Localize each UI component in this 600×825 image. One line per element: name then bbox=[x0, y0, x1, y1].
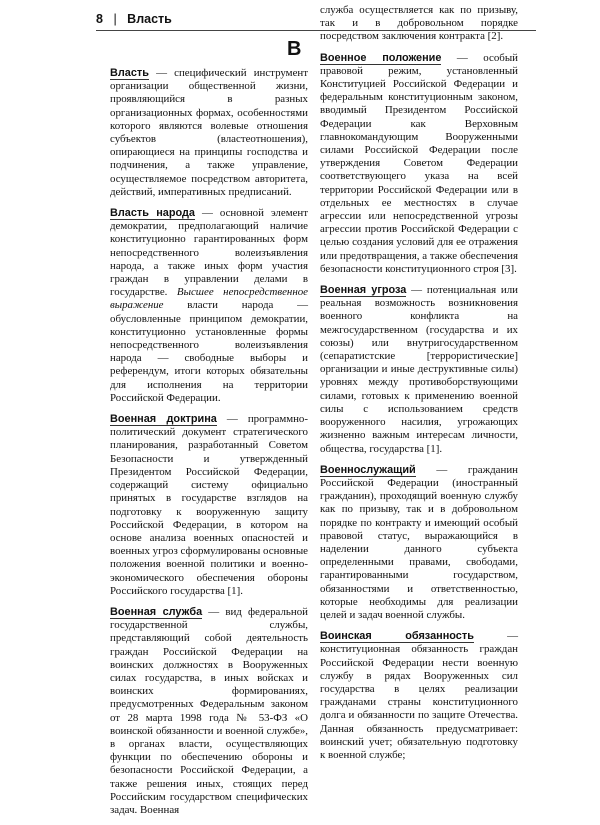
header-separator: | bbox=[113, 12, 117, 26]
entry-definition: — программно-политический документ стратегического планирования, разработанный Советом Безопасности и утвержденный Президентом Российской Федерации, содержащий систему официально принятых в государстве взглядов на подготовку к вооруженную защиту Российской Федерации, в котором на основе анализа военных опасностей и военных угроз сформулированы основные положения военной политики и военно-экономического обеспечения обороны Российского государства [1]. bbox=[110, 413, 309, 597]
entry-definition: — специфический инструмент организации общественной жизни, проявляющийся в разных организационных формах, особенностями которого являются волевые отношения субъектов (властеотношения), опирающиеся на принципы господства и подчинения, а также управление, осуществляемое посредством авторитета, действий, императивных предписаний. bbox=[110, 67, 308, 198]
entry-voennaya-ugroza bbox=[320, 284, 518, 456]
entry-italic-phrase: Высшее непосредственное выражение bbox=[110, 286, 308, 312]
entry-voinskaya-obyazannost bbox=[320, 630, 518, 762]
entry-vlast-naroda bbox=[110, 207, 308, 405]
entry-voennaya-sluzhba bbox=[110, 606, 308, 817]
running-head bbox=[96, 12, 172, 26]
entry-continuation: служба осуществляется как по призыву, так и в добровольном порядке посредством заключения контракта [2]. bbox=[320, 4, 518, 43]
entry-definition-cont: власти народа — обусловленные принципом демократии, конституционно установленные формы непосредственного волеизъявления народа — свободные выборы и референдум, итоги которых обязательны для исполнения на территории Российской Федерации. bbox=[110, 299, 308, 404]
entry-definition: — конституционная обязанность граждан Российской Федерации нести военную службу в рядах Вооруженных сил государства в целях реализации гражданами страны конституционного долга и обязанности по защите Отечества. Данная обязанность предусматривает: воинский учет; обязательную подготовку к военной службе; bbox=[320, 630, 518, 761]
right-column bbox=[320, 4, 518, 770]
entry-term: Военная доктрина bbox=[110, 413, 217, 426]
entry-definition: — особый правовой режим, установленный Конституцией Российской Федерации и федеральным конституционным законом, вводимый Президентом Российской Федерации как Верховным главнокомандующим Вооруженными силами Российской Федерации после утверждения Советом Федерации соответствующего указа на всей территории Российской Федерации или в отдельных ее местностях в случае агрессии или непосредственной угрозы агрессии против Российской Федерации с целью создания условий для ее отражения или предотвращения, а также обеспечения безопасности конституционного строя [3]. bbox=[320, 51, 518, 275]
entry-definition: — потенциальная или реальная возможность возникновения военного конфликта на межгосударственном (государства и их союзы) или внутригосударственном (сепаратистские [террористические] организации и иные деструктивные силы) уровнях между противоборствующими силами, готовых к применению военной силы с использованием средств вооруженного насилия, угрожающих жизненно важным интересам личности, общества, государства [1]. bbox=[320, 284, 519, 455]
entry-voennoe-polozhenie bbox=[320, 52, 518, 276]
entry-vlast bbox=[110, 67, 308, 199]
running-title: Власть bbox=[127, 12, 172, 26]
entry-term: Военнослужащий bbox=[320, 463, 416, 476]
entry-term: Власть bbox=[110, 67, 149, 79]
entry-definition: — гражданин Российской Федерации (иностранный гражданин), проходящий военную службу как по призыву, так и в добровольном порядке по контракту и имеющий особый правовой статус, выражающийся в наделении данного субъекта определенными правами, свободами, гарантированными государством, обязанностями и ответственностью, которые необходимы для реализации целей и задач военной службы. bbox=[320, 463, 518, 621]
entry-term: Власть народа bbox=[110, 207, 195, 220]
entry-term: Воинская обязанность bbox=[320, 630, 474, 643]
left-column bbox=[110, 67, 308, 825]
entry-voennosluzhashchiy bbox=[320, 464, 518, 622]
entry-definition: — основной элемент демократии, предполагающий наличие конституционно гарантированных форм непосредственного волеизъявления народа, а также иных форм участия граждан в управлении делами в государстве. bbox=[110, 207, 309, 299]
entry-term: Военная служба bbox=[110, 605, 203, 618]
section-letter: В bbox=[287, 38, 302, 60]
entry-term: Военная угроза bbox=[320, 284, 407, 297]
entry-definition: — вид федеральной государственной службы, представляющий собой деятельность граждан Российской Федерации на воинских должностях в Вооруженных силах государства, в иных войсках и воинских формированиях, предусмотренных Федеральным законом от 28 марта 1998 года № 53-ФЗ «О воинской обязанности и военной службе», в органах власти, осуществляющих функции по обеспечению обороны и безопасности Российской Федерации, а также решения иных, стоящих перед Российским государством специфических задач. Военная bbox=[110, 605, 308, 816]
page-number: 8 bbox=[96, 12, 103, 26]
entry-term: Военное положение bbox=[320, 51, 442, 64]
entry-voennaya-doktrina bbox=[110, 413, 308, 598]
